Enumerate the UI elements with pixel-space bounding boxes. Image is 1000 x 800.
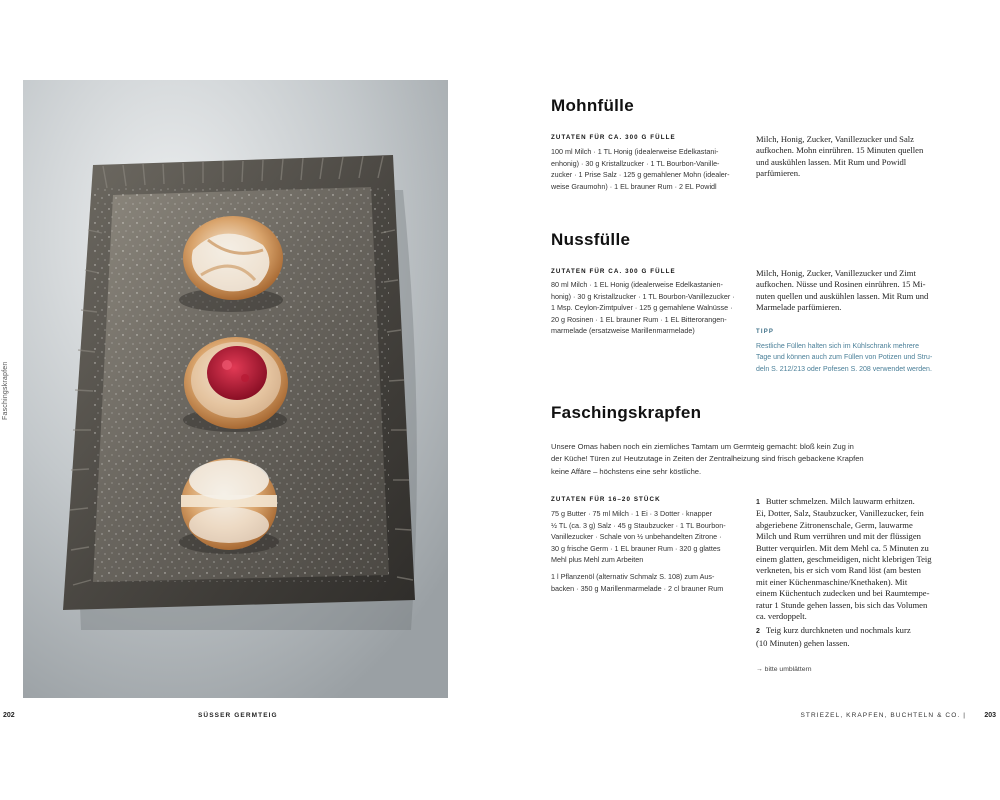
right-page-number: 203	[984, 712, 996, 719]
left-running-head: SÜSSER GERMTEIG	[198, 712, 278, 719]
krapfen-intro: Unsere Omas haben noch ein ziemliches Tamtam um Germteig gemacht: bloß kein Zug in der Küche! Türen zu! Heutzutage in Zeiten der Zentralheizung sind frisch gebackene Krapfen keine Affäre – höchstens eine sehr köstliche.	[551, 442, 864, 476]
tip-text: Restliche Füllen halten sich im Kühlschrank mehrere Tage und können auch zum Füllen von Potizen und Stru- deln S. 212/213 oder Pofesen S. 208 verwendet werden.	[756, 343, 933, 373]
food-photo	[23, 80, 448, 698]
krapfen-preparation	[756, 496, 971, 652]
mohn-preparation: Milch, Honig, Zucker, Vanillezucker und Salz aufkochen. Mohn einrühren. 15 Minuten quellen und auskühlen lassen. Mit Rum und Powidl parfümieren.	[756, 134, 924, 179]
mohn-ingredients: 100 ml Milch · 1 TL Honig (idealerweise Edelkastani- enhonig) · 30 g Kristallzucker · 1 TL Bourbon-Vanille- zucker · 1 Prise Salz · 125 g gemahlener Mohn (idealer- weise Graumohn) · 1 EL brauner Rum · 2 EL Powidl	[551, 147, 730, 191]
nuss-preparation: Milch, Honig, Zucker, Vanillezucker und Zimt aufkochen. Nüsse und Rosinen einrühren. 15 Mi- nuten quellen und auskühlen lassen. Mit Rum und Marmelade parfümieren.	[756, 268, 929, 313]
krapfen-icon	[179, 458, 279, 554]
step-1: 1 Butter schmelzen. Milch lauwarm erhitzen. Ei, Dotter, Salz, Staubzucker, Vanillezucker, fein abgeriebene Zitronenschale, Germ, lauwarme Milch und Rum verrühren und mit der flüssigen Butter verquirlen. Mit dem Mehl ca. 5 Minuten zu einem glatten, geschmeidigen, nicht klebrigen Teig verkneten, bis er sich vom Rand löst (am besten mit einer Küchenmaschine/Knethaken). Mit einem Küchentuch zudecken und bei Raumtempe- ratur 1 Stunde gehen lassen, bis sich das Volumen ca. verdoppelt.	[756, 496, 932, 622]
mohn-title: Mohnfülle	[551, 96, 634, 115]
baking-tray-illustration	[23, 80, 448, 698]
nuss-title: Nussfülle	[551, 230, 631, 249]
left-page-number: 202	[3, 712, 15, 719]
jam-bun-icon	[183, 337, 288, 432]
tip-label: TIPP	[756, 329, 775, 335]
step-2: 2 Teig kurz durchkneten und nochmals kurz (10 Minuten) gehen lassen.	[756, 625, 911, 648]
nuss-ingredients-label: ZUTATEN FÜR CA. 300 G FÜLLE	[551, 268, 676, 275]
krapfen-ingredients: 75 g Butter · 75 ml Milch · 1 Ei · 3 Dotter · knapper ½ TL (ca. 3 g) Salz · 45 g Staubzucker · 1 TL Bourbon- Vanillezucker · Schale von ½ unbehandelten Zitrone · 30 g frische Germ · 1 EL brauner Rum · 320 g glattes Mehl plus Mehl zum Arbeiten 1 l Pflanzenöl (alternativ Schmalz S. 108) zum Aus- backen · 350 g Marillenmarmelade · 2 cl brauner Rum	[551, 509, 726, 593]
nuss-ingredients: 80 ml Milch · 1 EL Honig (idealerweise Edelkastanien- honig) · 30 g Kristallzucker · 1 TL Bourbon-Vanillezucker · 1 Msp. Ceylon-Zimtpulver · 125 g gemahlene Walnüsse · 20 g Rosinen · 1 EL brauner Rum · 1 EL Bitterorangen- marmelade (ersatzweise Marillenmarmelade)	[551, 280, 735, 336]
turn-page-note: → bitte umblättern	[756, 666, 812, 673]
krapfen-title: Faschingskrapfen	[551, 403, 702, 422]
krapfen-ingredients-label: ZUTATEN FÜR 16–20 STÜCK	[551, 496, 661, 503]
right-running-head: STRIEZEL, KRAPFEN, BUCHTELN & CO. |	[800, 712, 966, 719]
mohn-ingredients-label: ZUTATEN FÜR CA. 300 G FÜLLE	[551, 134, 676, 141]
